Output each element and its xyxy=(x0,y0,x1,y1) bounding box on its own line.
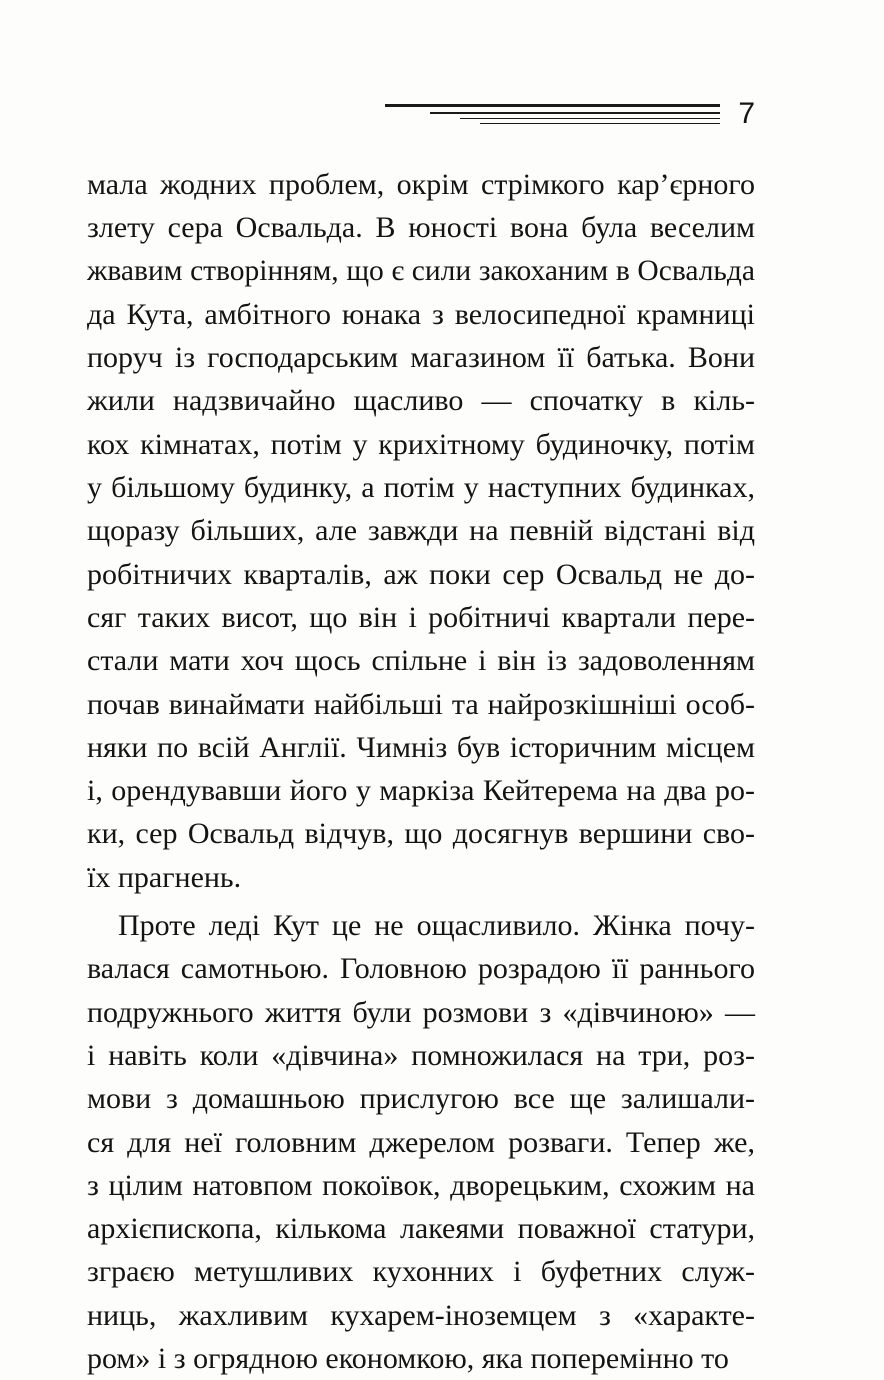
text-line: з цілим натовпом покоївок, дворецьким, схожим на xyxy=(87,1168,755,1202)
text-line: кох кімнатах, потім у крихітному будиночку, потім xyxy=(87,427,755,461)
text-line: почав винаймати найбільші та найрозкішніші особ- xyxy=(87,687,755,721)
text-line: і, орендувавши його у маркіза Кейтерема на два ро- xyxy=(87,774,755,808)
page-header xyxy=(385,96,755,136)
text-line: стали мати хоч щось спільне і він із задоволенням xyxy=(87,644,755,678)
text-line: няки по всій Англії. Чимніз був історичним місцем xyxy=(87,730,755,764)
paragraph xyxy=(87,904,755,1380)
text-line: зграєю метушливих кухонних і буфетних служ- xyxy=(87,1255,755,1289)
paragraph xyxy=(87,163,755,899)
text-line: ки, сер Освальд відчув, що досягнув вершини сво- xyxy=(87,817,755,851)
text-line: жвавим створінням, що є сили закоханим в Освальда xyxy=(87,254,755,287)
text-line: їх прагнень. xyxy=(87,860,242,894)
text-line: архієпископа, кількома лакеями поважної статури, xyxy=(87,1212,755,1246)
text-line: да Кута, амбітного юнака з велосипедної крамниці xyxy=(87,297,755,331)
text-line: сяг таких висот, що він і робітничі квартали пере- xyxy=(87,600,755,634)
text-line: валася самотньою. Головною розрадою її раннього xyxy=(87,952,755,986)
text-line: подружнього життя були розмови з «дівчиною» — xyxy=(87,995,755,1029)
text-line: злету сера Освальда. В юності вона була веселим xyxy=(87,211,755,245)
text-line: і навіть коли «дівчина» помножилася на три, роз- xyxy=(87,1038,755,1072)
decorative-header-rules xyxy=(385,104,720,134)
text-line: жили надзвичайно щасливо — спочатку в кіль- xyxy=(87,384,755,418)
text-line: мови з домашньою прислугою все ще залишали- xyxy=(87,1082,755,1116)
page-number: 7 xyxy=(738,97,755,130)
body-text xyxy=(87,163,755,1380)
header-rule xyxy=(480,123,720,124)
header-rule xyxy=(430,112,720,114)
text-line: щоразу більших, але завжди на певній відстані від xyxy=(87,514,755,548)
text-line: у більшому будинку, а потім у наступних будинках, xyxy=(87,471,755,505)
text-line: робітничих кварталів, аж поки сер Освальд не до- xyxy=(87,557,755,591)
header-rule xyxy=(460,118,720,119)
text-line: ром» і з огрядною економкою, яка поперемінно то xyxy=(87,1342,729,1376)
text-line: ся для неї головним джерелом розваги. Тепер же, xyxy=(87,1125,755,1159)
text-line: ниць, жахливим кухарем-іноземцем з «характе- xyxy=(87,1298,755,1332)
text-line: мала жодних проблем, окрім стрімкого кар’єрного xyxy=(87,168,755,201)
text-line: поруч із господарським магазином її батька. Вони xyxy=(87,341,755,375)
header-rule xyxy=(385,104,720,107)
text-line: Проте леді Кут це не ощасливило. Жінка почу- xyxy=(118,909,755,943)
